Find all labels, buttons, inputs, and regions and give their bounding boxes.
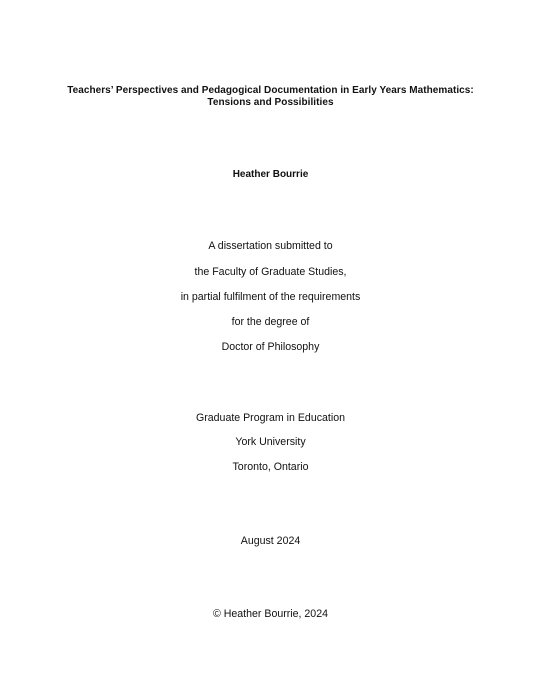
program-name: Graduate Program in Education (196, 412, 345, 424)
author-name: Heather Bourrie (232, 169, 309, 180)
dissertation-title-line-2: Tensions and Possibilities (207, 97, 334, 108)
degree-name: Doctor of Philosophy (221, 341, 320, 353)
submission-date: August 2024 (240, 535, 301, 547)
submission-line-2: the Faculty of Graduate Studies, (194, 266, 347, 278)
dissertation-title-line-1: Teachers’ Perspectives and Pedagogical Documentation in Early Years Mathematics: (67, 85, 474, 96)
copyright-notice: © Heather Bourrie, 2024 (213, 608, 328, 620)
submission-line-4: for the degree of (231, 316, 310, 328)
university-name: York University (235, 436, 306, 448)
university-location: Toronto, Ontario (232, 461, 309, 473)
submission-line-3: in partial fulfilment of the requirements (180, 291, 361, 303)
submission-line-1: A dissertation submitted to (208, 240, 333, 252)
